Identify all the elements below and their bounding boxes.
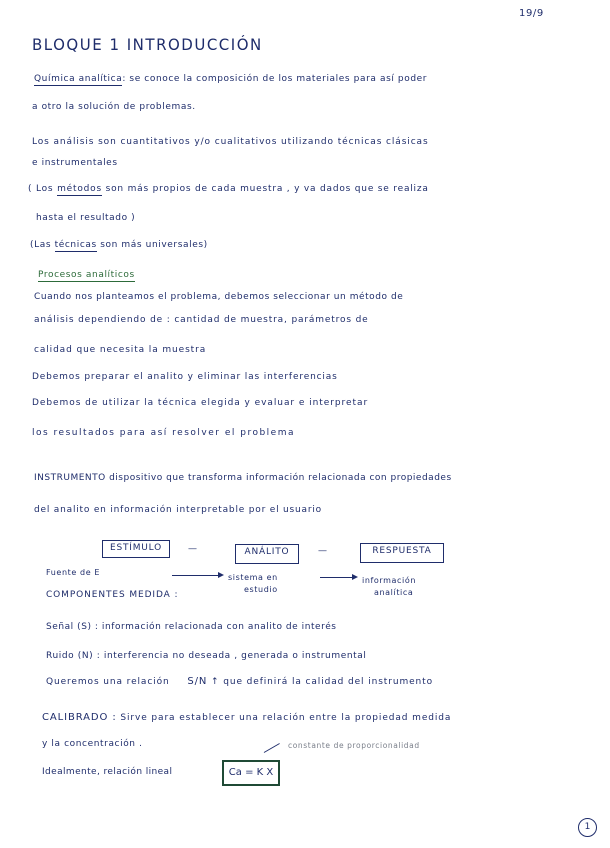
instrumento-term: INSTRUMENTO [34, 473, 106, 483]
procesos-line-1: Cuando nos planteamos el problema, debemos seleccionar un método de [34, 292, 404, 302]
arrow-1: — [188, 544, 198, 554]
respuesta-box: RESPUESTA [360, 543, 444, 563]
annotation-text: constante de proporcionalidad [288, 741, 420, 750]
informacion-label-2: analítica [374, 588, 414, 597]
instrumento-line-1 [34, 473, 452, 483]
quimica-analitica-line-2: a otro la solución de problemas. [32, 102, 196, 112]
calibration-formula-box: Ca = K X [222, 760, 280, 786]
calibrado-term: CALIBRADO : [42, 712, 117, 723]
page-title: BLOQUE 1 INTRODUCCIÓN [32, 35, 263, 55]
calibrado-text: Sirve para establecer una relación entre la propiedad medida [120, 713, 452, 723]
sistema-arrow [320, 577, 356, 578]
metodos-term: métodos [57, 184, 102, 194]
metodos-open: ( Los [28, 184, 54, 194]
page-number: 1 [578, 818, 597, 837]
analito-box: ANÁLITO [235, 544, 299, 564]
estimulo-box: ESTÍMULO [102, 540, 170, 558]
procesos-line-3: calidad que necesita la muestra [34, 345, 207, 355]
relacion-text-a: Queremos una relación [46, 677, 170, 687]
relacion-line [46, 676, 433, 687]
calibrado-line-2: y la concentración . [42, 739, 143, 749]
analisis-line-2: e instrumentales [32, 158, 118, 168]
relacion-text-b: que definirá la calidad del instrumento [223, 677, 433, 687]
metodos-line-1 [28, 184, 429, 194]
quimica-analitica-line-1 [34, 74, 427, 84]
procesos-line-2: análisis dependiendo de : cantidad de muestra, parámetros de [34, 315, 369, 325]
tecnicas-line [30, 240, 208, 250]
procesos-heading: Procesos analíticos [38, 270, 135, 280]
instrumento-text: dispositivo que transforma información relacionada con propiedades [109, 473, 452, 483]
fuente-arrow [172, 575, 222, 576]
sistema-label-2: estudio [244, 585, 278, 594]
analisis-line-1: Los análisis son cuantitativos y/o cualitativos utilizando técnicas clásicas [32, 137, 429, 147]
idealmente-line: Idealmente, relación lineal [42, 767, 173, 777]
arrow-2: — [318, 546, 328, 556]
tecnicas-text: son más universales) [100, 240, 208, 250]
date-label: 19/9 [519, 8, 544, 19]
componentes-heading: COMPONENTES MEDIDA : [46, 590, 179, 600]
relacion-sn: S/N [187, 676, 208, 687]
tecnicas-term: técnicas [54, 240, 97, 250]
instrumento-line-2: del analito en información interpretable por el usuario [34, 505, 322, 515]
metodos-line-2: hasta el resultado ) [36, 213, 136, 223]
procesos-line-6: los resultados para así resolver el problema [32, 428, 295, 438]
quimica-analitica-text: : se conoce la composición de los materiales para así poder [122, 74, 428, 84]
ruido-line: Ruido (N) : interferencia no deseada , generada o instrumental [46, 651, 367, 661]
quimica-analitica-term: Química analítica [34, 74, 123, 84]
annotation-pointer [264, 743, 280, 753]
procesos-line-4: Debemos preparar el analito y eliminar las interferencias [32, 372, 338, 382]
metodos-text: son más propios de cada muestra , y va dados que se realiza [105, 184, 429, 194]
tecnicas-open: (Las [30, 240, 52, 250]
relacion-up-arrow: ↑ [211, 677, 220, 687]
senal-line: Señal (S) : información relacionada con analito de interés [46, 622, 337, 632]
procesos-line-5: Debemos de utilizar la técnica elegida y evaluar e interpretar [32, 398, 369, 408]
informacion-label-1: información [362, 576, 417, 585]
calibrado-line-1 [42, 712, 451, 723]
fuente-label: Fuente de E [46, 568, 101, 577]
sistema-label-1: sistema en [228, 573, 278, 582]
